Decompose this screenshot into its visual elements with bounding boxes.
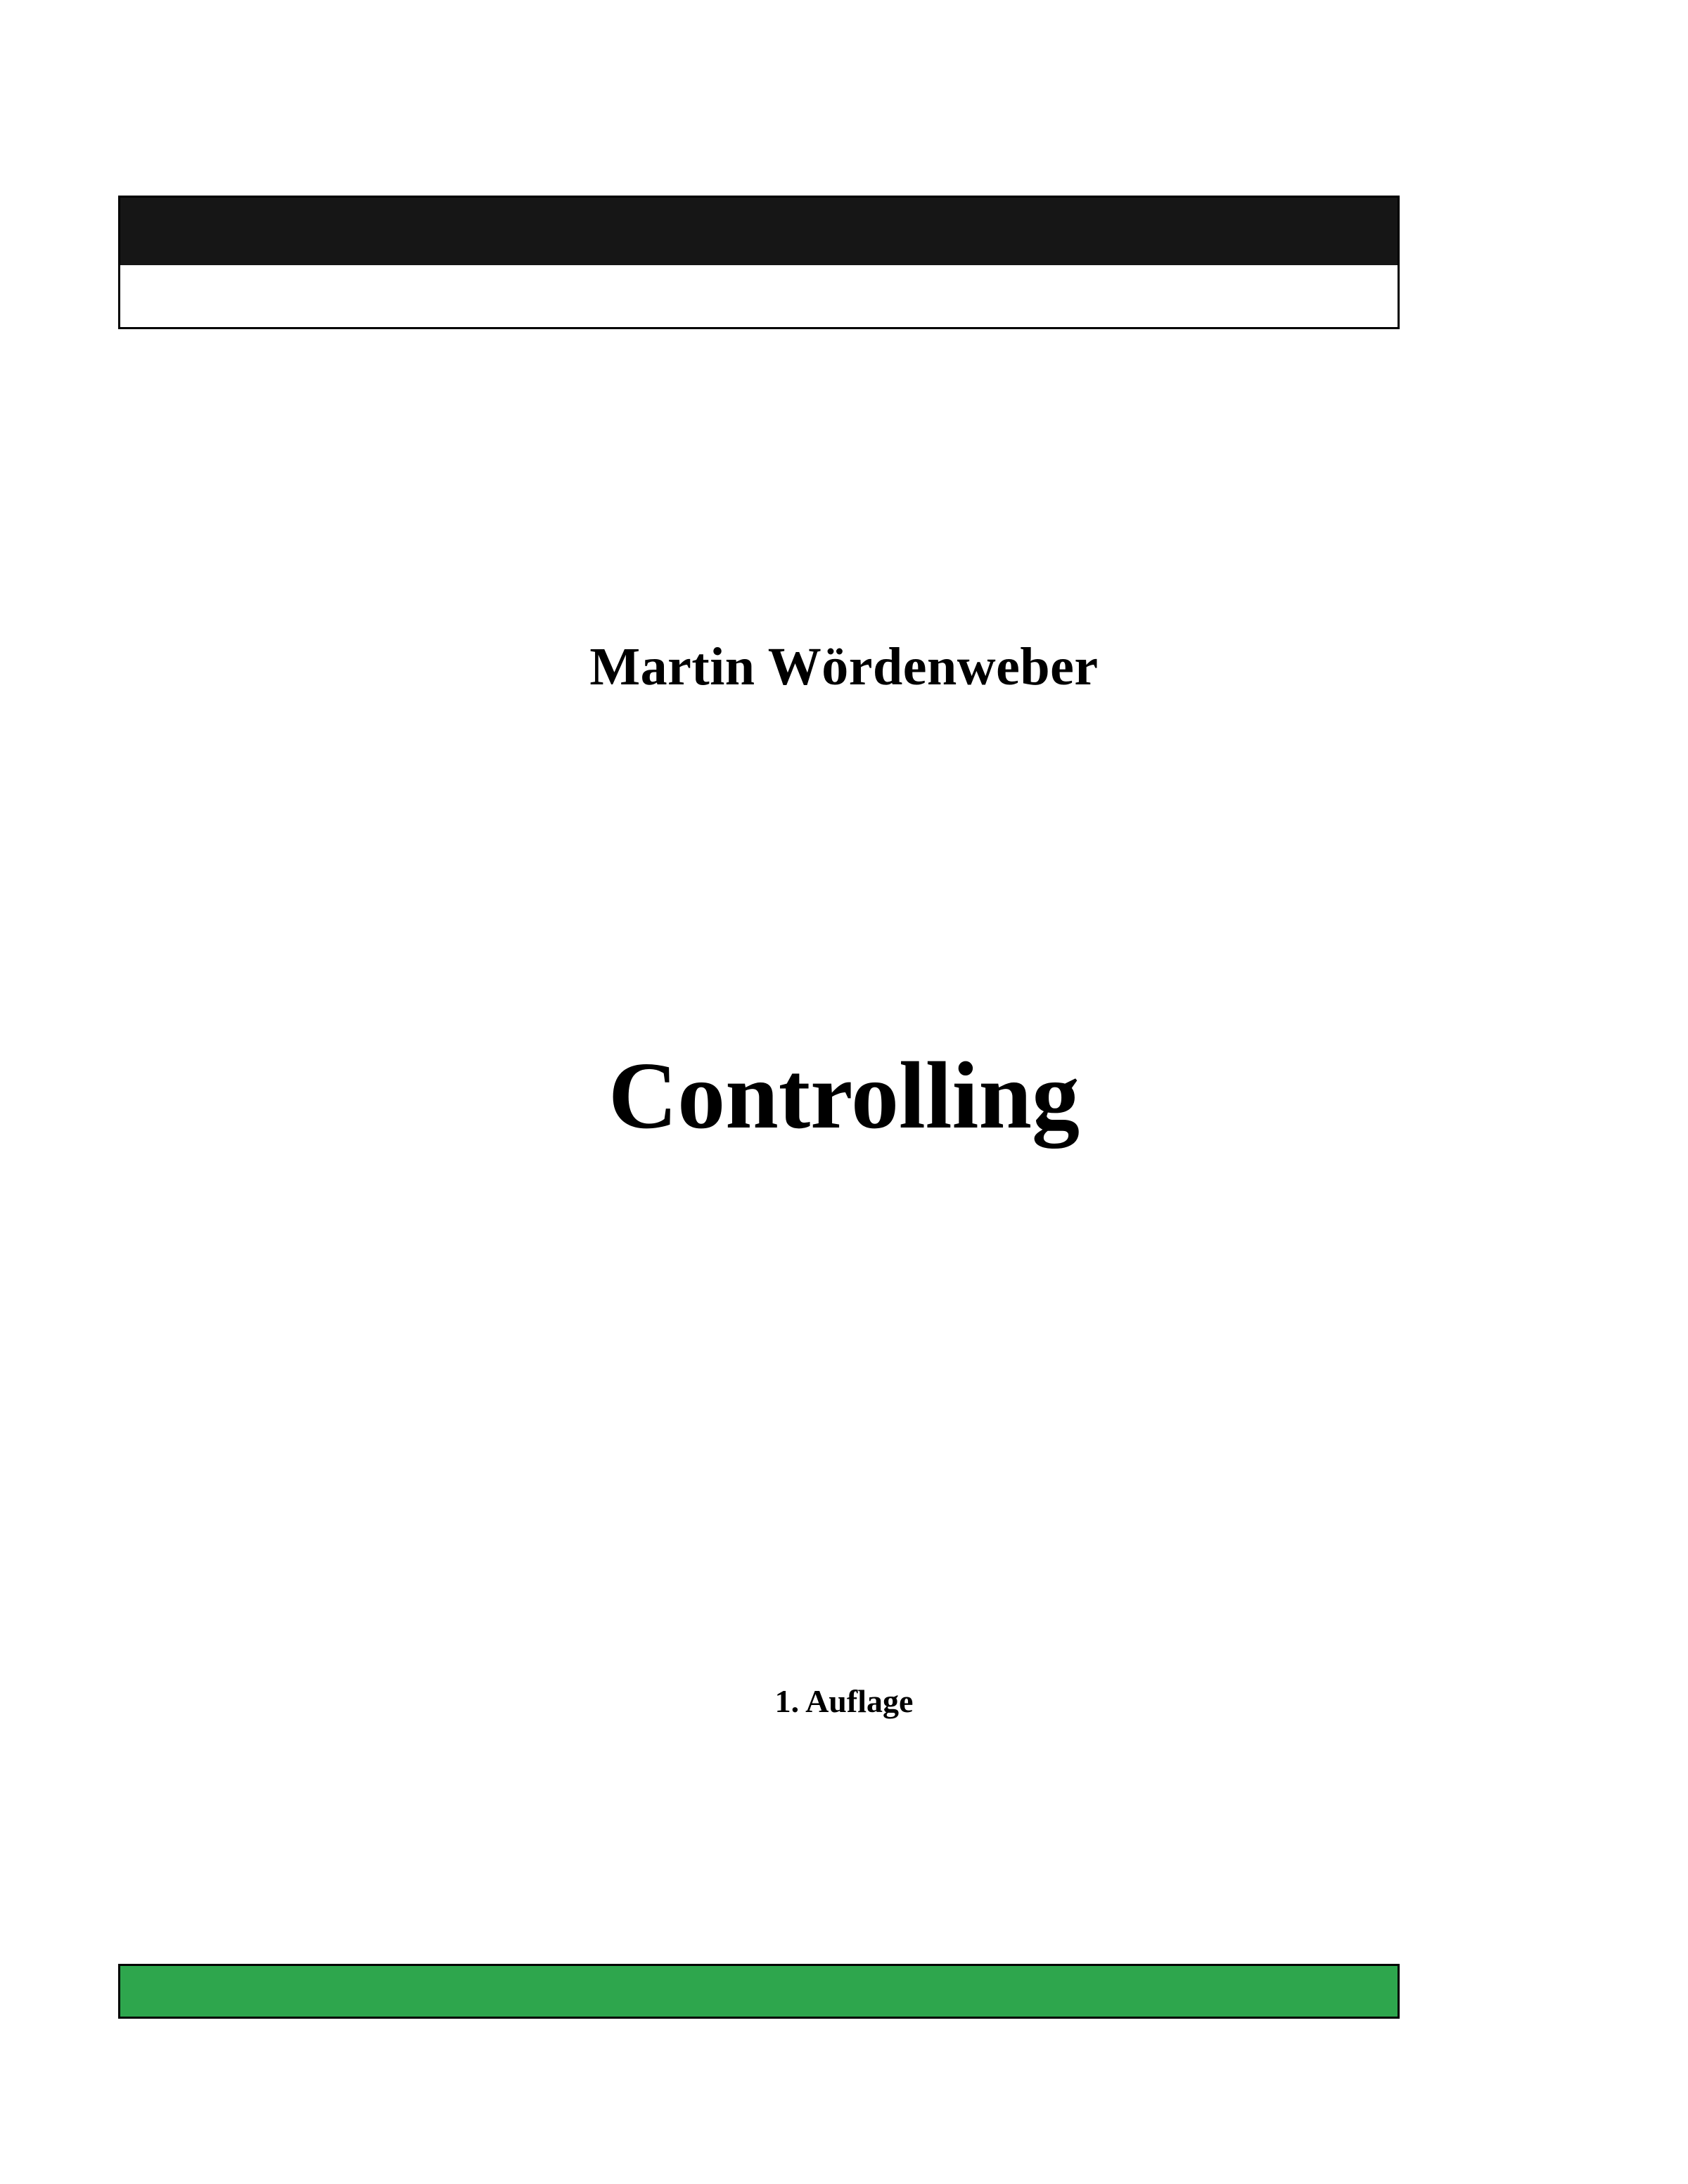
top-banner (118, 196, 1400, 329)
book-title: Controlling (608, 1043, 1080, 1149)
bottom-banner (118, 1964, 1400, 2019)
author-name: Martin Wördenweber (589, 637, 1099, 696)
top-banner-black-bar (120, 198, 1398, 265)
top-banner-white-box (120, 265, 1398, 327)
edition-label: 1. Auflage (774, 1683, 914, 1719)
